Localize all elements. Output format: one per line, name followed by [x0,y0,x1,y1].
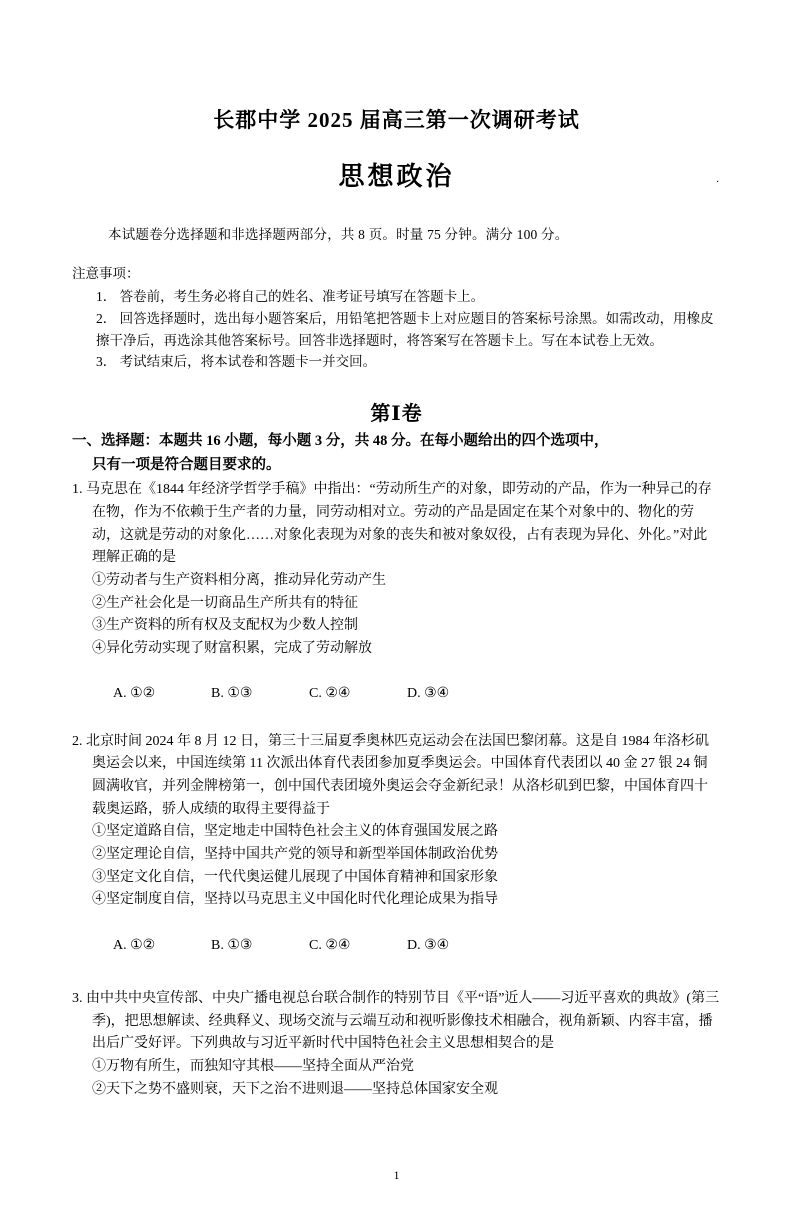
question-stem [72,731,721,822]
question-options [72,912,721,980]
question-number: 1. [72,482,83,498]
page-title: 长郡中学 2025 届高三第一次调研考试 [213,108,580,132]
question-choice-item: ③生产资料的所有权及支配权为少数人控制 [92,618,358,634]
part-one-line2: 只有一项是符合题目要求的。 [92,456,281,473]
question-choice-item: ①坚定道路自信，坚定地走中国特色社会主义的体育强国发展之路 [92,824,498,840]
option-c[interactable]: C. ②④ [309,686,351,702]
paper-section-heading: 第Ⅰ卷 [370,403,423,426]
question-choice-item: ④异化劳动实现了财富积累，完成了劳动解放 [92,640,372,656]
option-a[interactable]: A. ①② [113,686,156,702]
exam-info: 本试题卷分选择题和非选择题两部分，共 8 页。时量 75 分钟。满分 100 分。 [108,227,569,242]
note-item: 3． 考试结束后，将本试卷和答题卡一并交回。 [96,354,377,370]
option-d[interactable]: D. ③④ [407,937,450,953]
corner-mark: . [716,173,719,185]
document-page [0,104,793,1225]
question-choice-item: ①万物有所生，而独知守其根——坚持全面从严治党 [92,1059,414,1075]
question-3 [72,988,721,1101]
question-choice-item: ②天下之势不盛则衰，天下之治不进则退——坚持总体国家安全观 [92,1081,498,1097]
question-choice-item: ④坚定制度自信，坚持以马克思主义中国化时代化理论成果为指导 [92,892,498,908]
option-b[interactable]: B. ①③ [211,686,253,702]
option-b[interactable]: B. ①③ [211,937,253,953]
notes-block [72,263,721,373]
question-choice-item: ②生产社会化是一切商品生产所共有的特征 [92,595,358,611]
question-text: 马克思在《1844 年经济学哲学手稿》中指出：“劳动所生产的对象，即劳动的产品，作为一种异己的存在物，作为不依赖于生产者的力量，同劳动相对立。劳动的产品是固定在某个对象中的、物化的劳动，这就是劳动的对象化……对象化表现为对象的丧失和被对象奴役，占有表现为异化、外化。”对此理解正确的是 [86,482,712,566]
question-choice-item: ③坚定文化自信，一代代奥运健儿展现了中国体育精神和国家形象 [92,869,498,885]
option-d[interactable]: D. ③④ [407,686,450,702]
question-stem [72,988,721,1056]
question-stem [72,479,721,570]
question-text: 北京时间 2024 年 8 月 12 日，第三十三届夏季奥林匹克运动会在法国巴黎闭幕。这是自 1984 年洛杉矶奥运会以来，中国连续第 11 次派出体育代表团参加夏季奥运会。中国体育代表团以 40 金 27 银 24 铜圆满收官，并列金牌榜第一，创中国代表团境外奥运会夺金新纪录！从洛杉矶到巴黎，中国体育四十载奥运路，骄人成绩的取得主要得益于 [86,733,709,817]
part-one-instructions [72,430,721,477]
question-2 [72,731,721,980]
page-number: 1 [393,1168,400,1182]
note-item: 2． 回答选择题时，选出每小题答案后，用铅笔把答题卡上对应题目的答案标号涂黑。如需改动，用橡皮擦干净后，再选涂其他答案标号。回答非选择题时，将答案写在答题卡上。写在本试卷上无效。 [96,310,714,348]
note-item: 1． 答卷前，考生务必将自己的姓名、准考证号填写在答题卡上。 [96,288,485,304]
question-choice-item: ①劳动者与生产资料相分离，推动异化劳动产生 [92,572,386,588]
question-number: 3. [72,991,83,1007]
option-a[interactable]: A. ①② [113,937,156,953]
question-options [72,661,721,729]
question-text: 由中共中央宣传部、中央广播电视总台联合制作的特别节目《平“语”近人——习近平喜欢的典故》(第三季)，把思想解读、经典释义、现场交流与云端互动和视听影像技术相融合，视角新颖、内容丰富，播出后广受好评。下列典故与习近平新时代中国特色社会主义思想相契合的是 [86,991,720,1052]
notes-heading: 注意事项： [72,266,140,281]
subject-title: 思想政治 [338,162,455,191]
option-c[interactable]: C. ②④ [309,937,351,953]
question-1 [72,479,721,728]
question-number: 2. [72,733,83,749]
part-one-line1: 一、选择题：本题共 16 小题，每小题 3 分，共 48 分。在每小题给出的四个选项中， [72,433,609,450]
question-choice-item: ②坚定理论自信，坚持中国共产党的领导和新型举国体制政治优势 [92,847,498,863]
